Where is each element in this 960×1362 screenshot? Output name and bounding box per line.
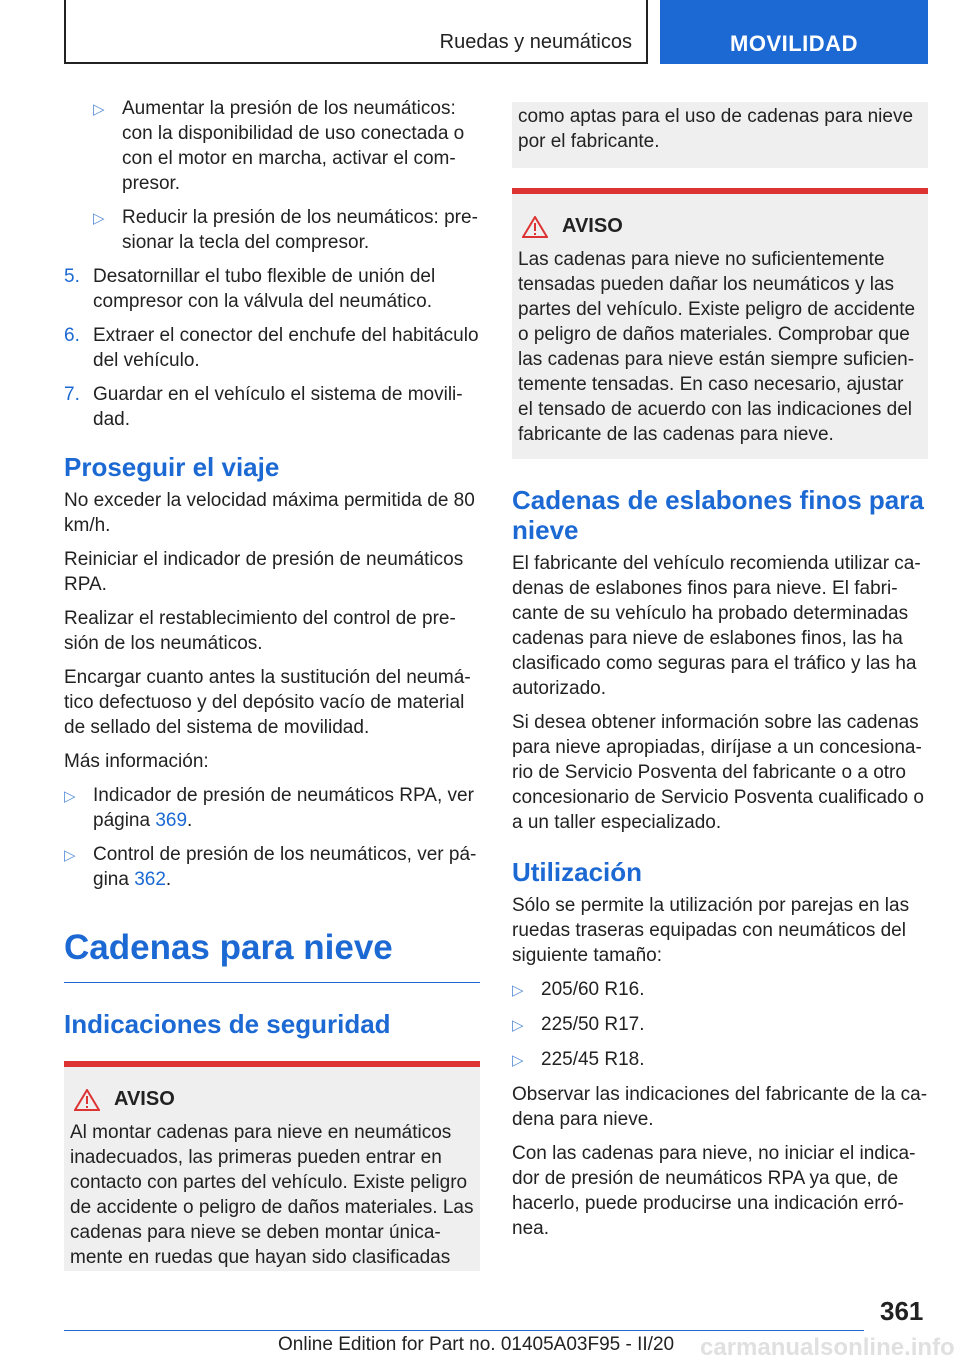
list-item: ▷ Aumentar la presión de los neumáticos: con la disponibilidad de uso conectada o con el motor en marcha, activar el compresor.: [93, 98, 465, 194]
watermark: carmanualsonline.info: [700, 1334, 955, 1361]
list-item: ▷ 205/60 R16.: [512, 977, 928, 1003]
warning-box: [512, 188, 928, 459]
warning-triangle-icon: [522, 216, 548, 238]
left-column: [64, 96, 480, 1271]
step-item: 6. Extraer el conector del enchufe del habitáculo del vehículo.: [64, 325, 479, 371]
chapter-tab: MOVILIDAD: [660, 0, 928, 64]
section-title: Ruedas y neumáticos: [64, 0, 648, 64]
triangle-bullet-icon: ▷: [512, 1052, 524, 1069]
paragraph: Si desea obtener información sobre las cadenas para nieve apropiadas, diríjase a un concesionario de Servicio Posventa del fabricante o a otro concesionario de Servicio Posventa cualificado o a un taller especializado.: [512, 712, 924, 833]
heading-safety-notes: Indicaciones de seguridad: [64, 1009, 391, 1039]
triangle-bullet-icon: ▷: [93, 101, 105, 118]
paragraph: Más información:: [64, 751, 209, 772]
heading-usage: Utilización: [512, 857, 643, 887]
list-item: ▷ 225/50 R17.: [512, 1012, 928, 1038]
paragraph: Con las cadenas para nieve, no iniciar el indicador de presión de neumáticos RPA ya que, de hacerlo, puede producirse una indicación errónea.: [512, 1143, 916, 1239]
page-link-362[interactable]: 362: [134, 869, 166, 890]
list-item: ▷ Control de presión de los neumáticos, ver página 362.: [64, 844, 477, 890]
edition-text: Online Edition for Part no. 01405A03F95 - II/20: [278, 1334, 675, 1355]
heading-continue-driving: Proseguir el viaje: [64, 452, 280, 482]
page-link-369[interactable]: 369: [155, 810, 188, 831]
paragraph: Encargar cuanto antes la sustitución del neumático defectuoso y del depósito vacío de material de sellado del sistema de movilidad.: [64, 667, 471, 738]
triangle-bullet-icon: ▷: [64, 788, 76, 805]
warning-title: AVISO: [562, 215, 623, 237]
triangle-bullet-icon: ▷: [512, 1017, 524, 1034]
warning-text: Al montar cadenas para nieve en neumáticos inadecuados, las primeras pueden entrar en contacto con partes del vehículo. Existe peligro de accidente o peligro de daños materiales. Las cadenas para nieve se deben montar únicamente en ruedas que hayan sido clasificadas: [70, 1122, 474, 1268]
list-item: ▷ 225/45 R18.: [512, 1047, 928, 1073]
paragraph: No exceder la velocidad máxima permitida de 80 km/h.: [64, 490, 475, 536]
list-item: ▷ Indicador de presión de neumáticos RPA, ver página 369.: [64, 785, 474, 831]
paragraph: El fabricante del vehículo recomienda utilizar cadenas de eslabones finos para nieve. El fabricante de su vehículo ha probado determinadas cadenas para nieve de eslabones finos, las ha clasificado como seguras para el tráfico y las ha autorizado.: [512, 553, 921, 699]
page-number: 361: [880, 1296, 924, 1326]
warning-triangle-icon: [74, 1089, 100, 1111]
page-header: [64, 0, 928, 64]
step-item: 7. Guardar en el vehículo el sistema de movilidad.: [64, 384, 463, 430]
triangle-bullet-icon: ▷: [512, 982, 524, 999]
right-column: [512, 102, 928, 1250]
paragraph: Realizar el restablecimiento del control de presión de los neumáticos.: [64, 608, 456, 654]
list-item: ▷ Reducir la presión de los neumáticos: presionar la tecla del compresor.: [93, 207, 478, 253]
heading-fine-link-chains: Cadenas de eslabones finos para nieve: [512, 485, 924, 545]
footer-divider: [64, 1330, 864, 1331]
warning-text: Las cadenas para nieve no suficientemente tensadas pueden dañar los neumáticos y las partes del vehículo. Existe peligro de accidente o peligro de daños materiales. Comprobar que las cadenas para nieve están siempre suficientemente tensadas. En caso necesario, ajustar el tensado de acuerdo con las indicaciones del fabricante de las cadenas para nieve.: [518, 249, 916, 445]
warning-continuation: como aptas para el uso de cadenas para nieve por el fabricante.: [512, 102, 928, 168]
triangle-bullet-icon: ▷: [93, 210, 105, 227]
triangle-bullet-icon: ▷: [64, 847, 76, 864]
paragraph: Sólo se permite la utilización por parejas en las ruedas traseras equipadas con neumáticos del siguiente tamaño:: [512, 895, 910, 966]
heading-snow-chains: Cadenas para nieve: [64, 928, 480, 983]
paragraph: Observar las indicaciones del fabricante de la cadena para nieve.: [512, 1084, 928, 1130]
warning-title: AVISO: [114, 1088, 175, 1110]
step-item: 5. Desatornillar el tubo flexible de unión del compresor con la válvula del neumático.: [64, 266, 436, 312]
paragraph: Reiniciar el indicador de presión de neumáticos RPA.: [64, 549, 464, 595]
warning-box: [64, 1061, 480, 1271]
